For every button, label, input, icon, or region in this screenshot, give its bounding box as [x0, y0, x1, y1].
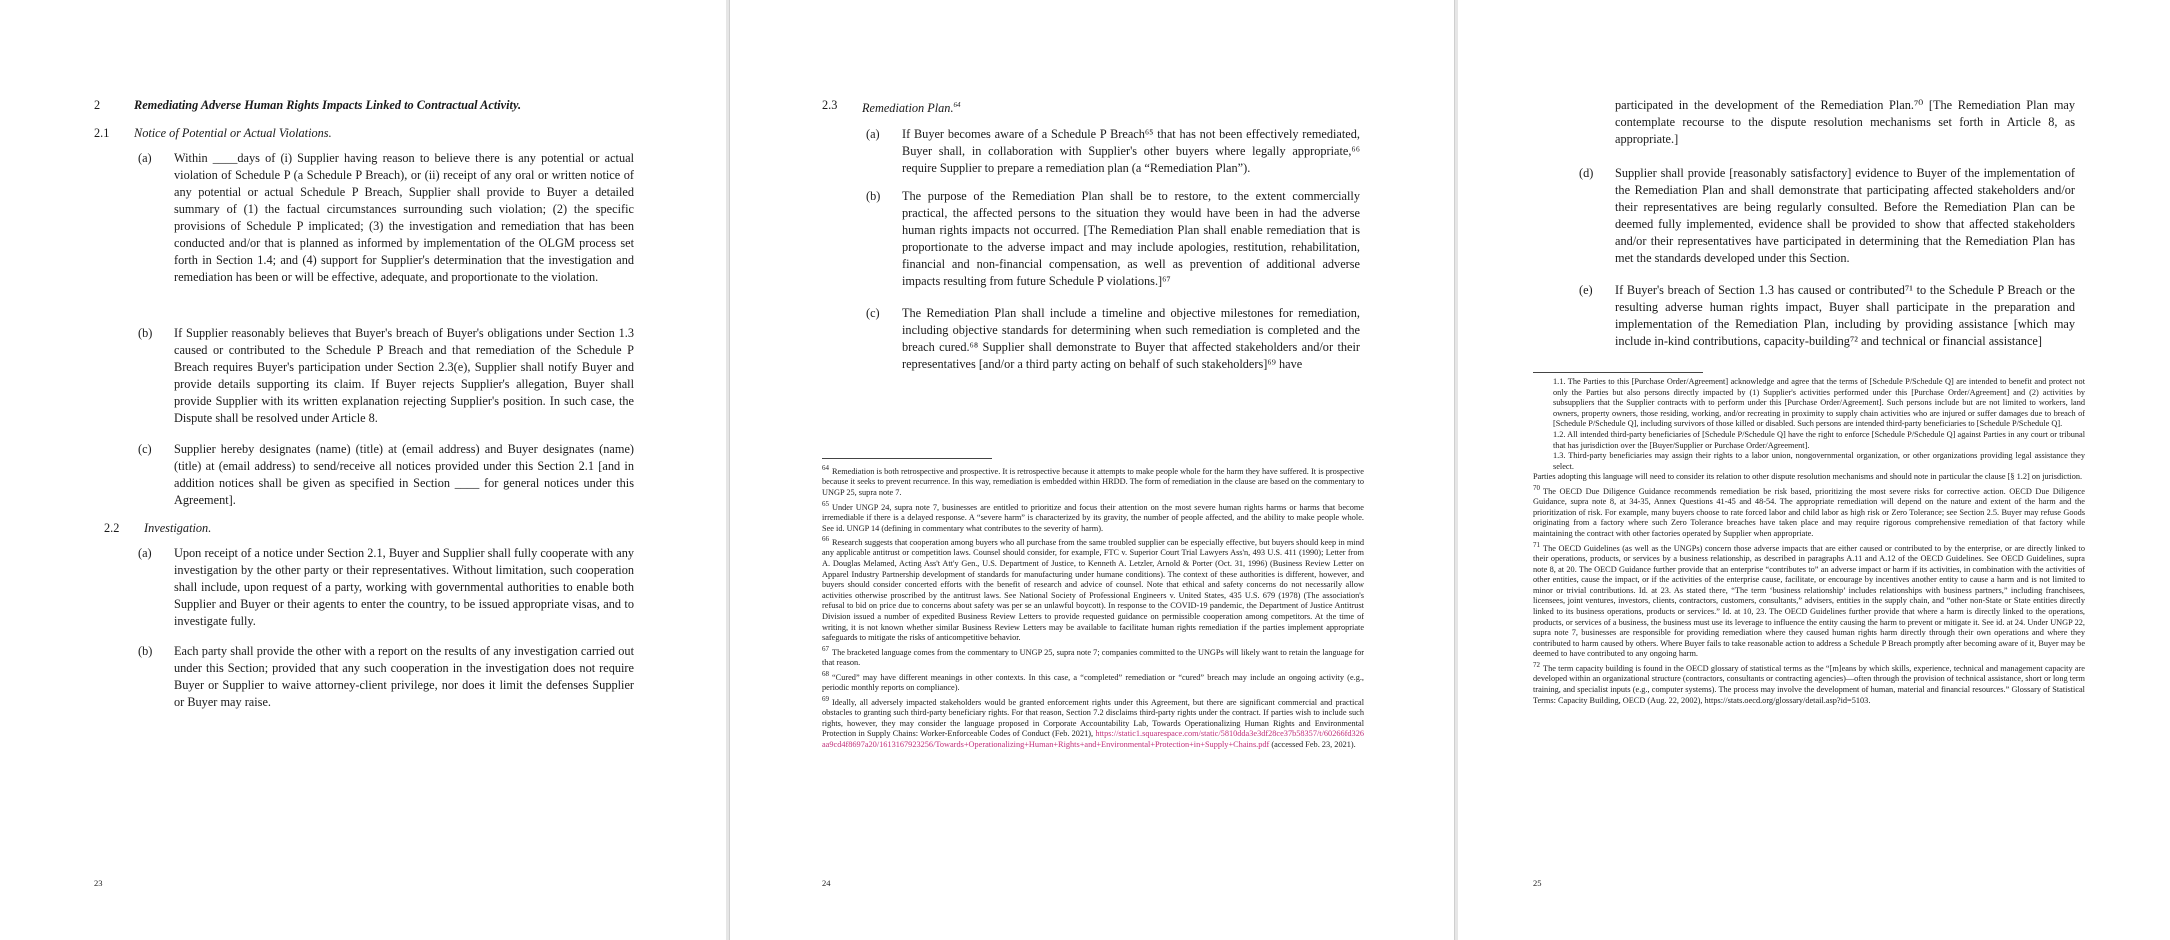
footnote [1533, 483, 2085, 540]
heading-title: Investigation. [144, 521, 212, 535]
paragraph-text: The purpose of the Remediation Plan shall be to restore, to the extent commercially practical, the affected persons to the situation they would have been in had the adverse human rights impacts not occurred. [The Remediation Plan shall enable remediation that is proportionate to the adverse impact and may include apologies, restitution, rehabilitation, financial and non-financial compensation, as well as prevention of additional adverse impacts resulting from future Schedule P violations.]⁶⁷ [902, 189, 1360, 288]
heading-number: 2.2 [104, 521, 120, 535]
paragraph-text: Each party shall provide the other with a report on the results of any investigation carried out under this Section; provided that any such cooperation in the investigation does not require Buyer or Supplier to waive attorney-client privilege, nor does it limit the defenses Supplier or Buyer may raise. [174, 644, 634, 709]
paragraph-text: If Buyer's breach of Section 1.3 has caused or contributed⁷¹ to the Schedule P Breach or the resulting adverse human rights impact, Buyer shall participate in the preparation and implementation of the Remediation Plan, including by providing assistance [which may include in-kind contributions, capacity-building⁷² and technical or financial assistance] [1615, 283, 2075, 348]
footnote-separator [822, 458, 992, 459]
paragraph-label: (e) [1579, 283, 1593, 297]
footnote-link[interactable]: https://static1.squarespace.com/static/5810dda3e3df28ce37b58357/t/60266fd326aa9cd4f8697a20/1613167923256/Towards+Operationalizing+Human+Rights+and+Environmental+Protection+in+Supply+Chains.pdf [822, 729, 1364, 749]
heading-title: Notice of Potential or Actual Violations. [134, 126, 332, 140]
paragraph-2-2-a [138, 545, 634, 630]
footnote-label: 69 [822, 694, 829, 703]
footnote-text: Under UNGP 24, supra note 7, businesses are entitled to prioritize and focus their attention on the most severe human rights harms or harms that become irremediable if there is a delayed response. A “severe harm” is characterized by its gravity, the number of people affected, and the ability to make people whole. See id. UNGP 14 (defining in commentary what contributes to the severity of harm). [822, 502, 1364, 533]
paragraph-label: (d) [1579, 166, 1594, 180]
footnote-label: 64 [822, 464, 829, 472]
paragraph-text: Supplier hereby designates (name) (title) at (email address) and Buyer designates (name) (title) at (email address) to send/receive all notices provided under this Section 2.1 [and in addition notices shall be given as specified in Section ____ for general notices under this Agreement]. [174, 442, 634, 507]
footnote-label: 70 [1533, 483, 1540, 492]
paragraph-text: If Buyer becomes aware of a Schedule P Breach⁶⁵ that has not been effectively remediated, Buyer shall, in collaboration with Supplier's other buyers where legally appropriate,⁶⁶ require Supplier to prepare a remediation plan (a “Remediation Plan”). [902, 127, 1360, 175]
footnote-separator [1533, 372, 1703, 373]
footnote [822, 669, 1364, 694]
footnote-clause: 1.2. All intended third-party beneficiaries of [Schedule P/Schedule Q] have the right to enforce [Schedule P/Schedule Q] against Parties in any court or tribunal that has jurisdiction over the [Buyer/Supplier or Purchase Order/Agreement]. [1553, 429, 2085, 450]
heading-title: Remediating Adverse Human Rights Impacts Linked to Contractual Activity. [134, 98, 522, 112]
footnote-label: 65 [822, 499, 829, 508]
paragraph-label: (c) [138, 442, 152, 456]
heading-number: 2.1 [94, 126, 110, 140]
footnote-text: The OECD Due Diligence Guidance recommends remediation be risk based, prioritizing the most severe risks for corrective action. OECD Due Diligence Guidance, supra note 8, at 34-35, Annex Questions 41-45 and 48-54. The appropriate remediation will depend on the nature and extent of the harm and the prioritization of risk. For example, many buyers choose to rate forced labor and child labor as high risk or Zero Tolerance; see Section 2.5. Buyer may refuse Goods originating from a factory where such Zero Tolerance breaches have taken place and may require rigorous comprehensive remediation of that factory while maintaining the contract with other factories operated by Supplier when appropriate. [1533, 486, 2085, 539]
paragraph-2-3-e [1579, 282, 2075, 350]
footnote [822, 499, 1364, 535]
paragraph-2-3-b [866, 188, 1360, 290]
paragraph-text: The Remediation Plan shall include a timeline and objective milestones for remediation, including objective standards for determining when such remediation is completed and the breach cured.⁶⁸ Supplier shall demonstrate to Buyer that affected stakeholders and/or their representatives [and/or a third party acting on behalf of such stakeholders]⁶⁹ have [902, 306, 1360, 371]
footnote-ref: 64 [953, 101, 961, 109]
footnote-note: Parties adopting this language will need to consider its relation to other dispute resolution mechanisms and should note in particular the clause [§ 1.2] on jurisdiction. [1533, 472, 2083, 482]
page-25 [1458, 0, 2170, 940]
footnote [822, 694, 1364, 751]
footnote-text: The bracketed language comes from the commentary to UNGP 25, supra note 7; companies committed to the UNGPs will likely want to retain the language for that reason. [822, 647, 1364, 668]
footnote [822, 534, 1364, 644]
paragraph-text: Supplier shall provide [reasonably satisfactory] evidence to Buyer of the implementation of the Remediation Plan and shall demonstrate that participating affected stakeholders and/or their representatives are being regularly consulted. Before the Remediation Plan can be deemed fully implemented, evidence shall be provided to show that affected stakeholders and/or their representatives have participated in determining that the Remediation Plan has met the standards developed under this Section. [1615, 166, 2075, 265]
paragraph-label: (a) [138, 151, 152, 165]
paragraph-text: Within ____days of (i) Supplier having reason to believe there is any potential or actual violation of Schedule P (a Schedule P Breach), or (ii) receipt of any oral or written notice of any potential or actual Schedule P Breach, Supplier shall provide to Buyer a detailed summary of (1) the factual circumstances surrounding such violation; (2) the specific provisions of Schedule P implicated; (3) the investigation and remediation that has been conducted and/or that is planned as informed by implementation of the OLGM process set forth in Section 1.4; and (4) support for Supplier's determination that the investigation and remediation has been or will be effective, adequate, and proportionate to the violation. [174, 151, 634, 284]
footnote [822, 463, 1364, 499]
heading-title-text: Remediation Plan. [862, 101, 954, 116]
page-number: 23 [94, 878, 103, 888]
footnote [1533, 540, 2085, 660]
paragraph-label: (b) [866, 189, 881, 203]
footnote-label: 68 [822, 669, 829, 678]
footnote-text: Ideally, all adversely impacted stakeholders would be granted enforcement rights under this Agreement, but there are significant commercial and practical obstacles to granting such third-party beneficiary rights. For that reason, Section 7.2 disclaims third-party rights under the contract. If parties wish to include such rights, however, they may consider the language proposed in Corporate Accountability Lab, Towards Operationalizing Human Rights and Environmental Protection in Supply Chains: Worker-Enforceable Codes of Conduct (Feb. 2021), [822, 697, 1364, 739]
page-number: 25 [1533, 878, 1542, 888]
paragraph-label: (c) [866, 306, 880, 320]
paragraph-text: Upon receipt of a notice under Section 2.1, Buyer and Supplier shall fully cooperate with any investigation by the other party or their representatives. Without limitation, such cooperation shall include, upon request of a party, working with governmental authorities to enable both Supplier and Buyer or their agents to enter the country, to be issued appropriate visas, and to investigate fully. [174, 546, 634, 628]
paragraph-label: (a) [866, 127, 880, 141]
heading-number: 2 [94, 98, 101, 112]
footnote-text: The OECD Guidelines (as well as the UNGPs) concern those adverse impacts that are either caused or contributed to by the enterprise, or are directly linked to their operations, products, or services by a business relationship, as described in paragraphs A.11 and A.12 of the OECD Guidelines. See OECD Guidelines, supra note 8, at 20. The OECD Guidance further provide that an enterprise “contributes to” an adverse impact or harm if its activities, in combination with the activities of other entities, cause the impact, or if the activities of the enterprise cause, facilitate, or encourage by incentives another entity to cause a harm and is not limited to minor or trivial contributions. Id. at 23. As stated there, “The term ‘business relationship’ includes relationships with business partners,” including franchisees, licensees, joint ventures, investors, clients, contractors, customers, consultants,” advisers, entities in the supply chain, and “other non-State or State entities directly linked to its business operations, products or services.” Id. at 10, 23. The OECD Guidelines further provide that where a harm is directly linked to the operations, products, or services of a business, the business must use its leverage to influence the entity causing the harm to prevent or mitigate it. See id. at 24. Under UNGP 22, supra note 7, businesses are responsible for providing remediation where they caused human rights harm directly through their own operations and where they contributed to harm caused by others. Where Buyer fails to take reasonable action to address a Schedule P Breach promptly after becoming aware of it, Buyer may be deemed to have contributed to any ongoing harm. [1533, 543, 2085, 659]
page-24 [729, 0, 1455, 940]
footnote-text: Remediation is both retrospective and prospective. It is retrospective because it attempts to make people whole for the harm they have suffered. It is prospective because it seeks to prevent recurrence. In this way, remediation is embedded within HRDD. The form of remediation in the clause are based on the commentary to UNGP 25, supra note 7. [822, 466, 1364, 497]
paragraph-2-1-a [138, 150, 634, 286]
footnote-text: The term capacity building is found in the OECD glossary of statistical terms as the “[m]eans by which skills, experience, technical and management capacity are developed within an organizational structure (contractors, consultants or contracting agencies)—often through the provision of technical assistance, short or long term training, and specialist inputs (e.g., computer systems). The process may involve the development of human, material and financial resources.” Glossary of Statistical Terms: Capacity Building, OECD (Aug. 22, 2002), https://stats.oecd.org/glossary/detail.asp?id=5103. [1533, 663, 2085, 705]
footnote-text: Research suggests that cooperation among buyers who all purchase from the same troubled supplier can be especially effective, but buyers should keep in mind any applicable antitrust or competition laws. Counsel should consider, for example, FTC v. Superior Court Trial Lawyers Ass'n, 493 U.S. 411 (1990); Letter from A. Douglas Melamed, Acting Ass't Att'y Gen., U.S. Department of Justice, to Kenneth A. Letzler, Arnold & Porter (Oct. 31, 1996) (Business Review Letter on Apparel Industry Partnership development of standards for manufacturing under humane conditions). The context of these authorities is different, however, and buyers should consider concerted efforts with the benefit of research and advice of counsel. Note that ethical and safety concerns do not necessarily allow activities otherwise proscribed by the antitrust laws. See National Society of Professional Engineers v. United States, 435 U.S. 679 (1978) (The association's refusal to bid on price due to concerns about safety was per se an unlawful boycott). In response to the COVID-19 pandemic, the Department of Justice Antitrust Division issued a number of expedited Business Review Letters to provide requested guidance on permissible cooperation among competitors. At the time of writing, it is not known whether similar Business Review Letters may be available to facilitate human rights remediation if the parties implement appropriate safeguards to mitigate the risks of anticompetitive behavior. [822, 537, 1364, 643]
footnote-label: 66 [822, 535, 829, 544]
heading-number: 2.3 [822, 98, 838, 112]
footnote-clause: 1.1. The Parties to this [Purchase Order/Agreement] acknowledge and agree that the terms of [Schedule P/Schedule Q] are intended to benefit and protect not only the Parties but also persons directly impacted by (1) Supplier's activities performed under this [Purchase Order/Agreement] and (2) activities by subsuppliers that the Supplier contracts with to perform under this [Purchase Order/Agreement]. Such persons include but are not limited to workers, land owners, property owners, those residing, working, and/or recreating in proximity to supply chain activities who are injured or suffer damages due to breach of [Schedule P/Schedule Q], including survivors of those killed or disabled. Such persons are intended third-party beneficiaries to [Schedule P/Schedule Q]. [1553, 377, 2085, 429]
footnote-label: 72 [1533, 660, 1540, 669]
paragraph-label: (a) [138, 546, 152, 560]
paragraph-text: If Supplier reasonably believes that Buyer's breach of Buyer's obligations under Section 1.3 caused or contributed to the Schedule P Breach and that remediation of the Schedule P Breach requires Buyer's participation under Section 2.3(e), Supplier shall notify Buyer and provide details supporting its claim. If Buyer rejects Supplier's allegation, Buyer shall provide Supplier with its written explanation rejecting Supplier's position. In such case, the Dispute shall be resolved under Article 8. [174, 326, 634, 425]
paragraph-label: (b) [138, 644, 153, 658]
footnote [822, 644, 1364, 669]
paragraph-continuation: participated in the development of the Remediation Plan.⁷⁰ [The Remediation Plan may contemplate recourse to the dispute resolution mechanisms set forth in Article 8, as appropriate.] [1615, 98, 2075, 146]
paragraph-2-2-b [138, 643, 634, 711]
footnote [1533, 660, 2085, 706]
paragraph-2-3-c [866, 305, 1360, 373]
footnotes [1533, 377, 2085, 706]
page-23 [0, 0, 726, 940]
footnote-text: “Cured” may have different meanings in other contexts. In this case, a “completed” remediation or “cured” breach may include an ongoing activity (e.g., periodic monthly reports on compliance). [822, 672, 1364, 693]
footnote-clause: 1.3. Third-party beneficiaries may assign their rights to a labor union, nongovernmental organization, or other organizations providing legal assistance they select. [1553, 451, 2085, 471]
footnotes [822, 463, 1364, 750]
page-number: 24 [822, 878, 831, 888]
paragraph-2-3-d [1579, 165, 2075, 267]
paragraph-2-1-b [138, 325, 634, 427]
footnote-label: 67 [822, 644, 829, 653]
footnote-text-tail: (accessed Feb. 23, 2021). [1269, 739, 1356, 749]
footnote-label: 71 [1533, 540, 1540, 549]
paragraph-2-1-c [138, 441, 634, 509]
paragraph-label: (b) [138, 326, 153, 340]
paragraph-2-3-a [866, 126, 1360, 177]
heading-title [862, 97, 961, 117]
